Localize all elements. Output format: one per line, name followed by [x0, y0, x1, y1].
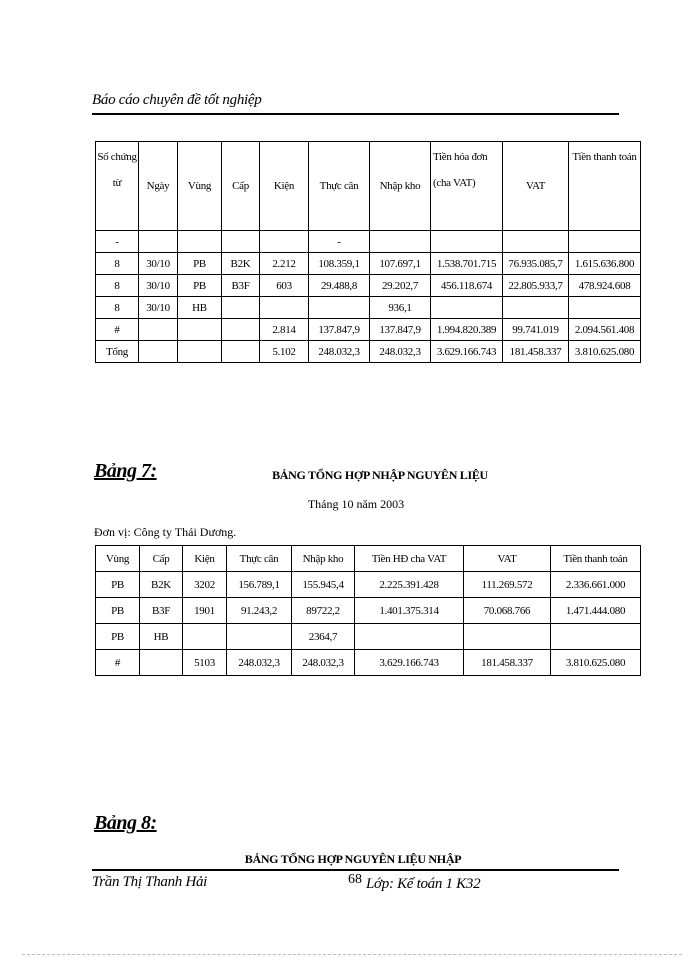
table-row [96, 275, 641, 297]
table-cell: 2.094.561.408 [569, 319, 641, 341]
table-cell [464, 624, 551, 650]
table-cell: # [96, 650, 140, 676]
table-cell: 1.471.444.080 [551, 598, 641, 624]
table-cell [139, 319, 178, 341]
table-cell: 111.269.572 [464, 572, 551, 598]
table-cell: PB [178, 253, 222, 275]
table-cell: 478.924.608 [569, 275, 641, 297]
table-cell: 456.118.674 [431, 275, 503, 297]
table-cell [309, 297, 370, 319]
table-cell: PB [178, 275, 222, 297]
table-cell: 1.994.820.389 [431, 319, 503, 341]
report-header: Báo cáo chuyên đề tốt nghiệp [92, 92, 262, 108]
header-cell: Tiền thanh toán [569, 142, 641, 231]
page-edge-dashes [22, 954, 682, 955]
table-cell: PB [96, 598, 140, 624]
table-cell: 137.847,9 [309, 319, 370, 341]
table-cell: HB [140, 624, 183, 650]
table-cell [569, 231, 641, 253]
table-cell: 181.458.337 [464, 650, 551, 676]
table-cell: 8 [96, 297, 139, 319]
header-cell: Tiền HĐ cha VAT [355, 546, 464, 572]
table-header-row [96, 142, 641, 231]
table-cell: 30/10 [139, 275, 178, 297]
table7-label: Bảng 7: [94, 460, 157, 482]
table-cell: 3.810.625.080 [569, 341, 641, 363]
header-cell: Thực cân [227, 546, 292, 572]
header-cell: Nhập kho [292, 546, 355, 572]
table-header-row [96, 546, 641, 572]
table-cell: 5.102 [260, 341, 309, 363]
table-cell [178, 319, 222, 341]
table-cell: 3.810.625.080 [551, 650, 641, 676]
table-row [96, 231, 641, 253]
table-cell [370, 231, 431, 253]
header-cell: VAT [464, 546, 551, 572]
table-cell: B3F [222, 275, 260, 297]
table-cell: 8 [96, 275, 139, 297]
table-cell: 155.945,4 [292, 572, 355, 598]
table-cell: 2.225.391.428 [355, 572, 464, 598]
table-cell: 248.032,3 [370, 341, 431, 363]
table-cell: 137.847,9 [370, 319, 431, 341]
table-cell: 99.741.019 [503, 319, 569, 341]
table-cell: 70.068.766 [464, 598, 551, 624]
header-cell: VAT [503, 142, 569, 231]
table7-subtitle: Tháng 10 năm 2003 [307, 497, 405, 511]
table-cell [260, 297, 309, 319]
footer-class: Lớp: Kế toán 1 K32 [366, 876, 481, 892]
table-cell [183, 624, 227, 650]
table-cell: - [96, 231, 139, 253]
table-cell: 107.697,1 [370, 253, 431, 275]
intake-summary-table [95, 545, 641, 676]
table-cell [355, 624, 464, 650]
table-cell [431, 297, 503, 319]
table-cell [227, 624, 292, 650]
header-cell: Ngày [139, 142, 178, 231]
table-cell [569, 297, 641, 319]
table-cell: 1.615.636.800 [569, 253, 641, 275]
table-row [96, 650, 641, 676]
table-cell: PB [96, 572, 140, 598]
table-cell: # [96, 319, 139, 341]
header-cell: Số chứng từ [96, 142, 139, 231]
table-cell [178, 231, 222, 253]
table-cell [431, 231, 503, 253]
table-cell: 3.629.166.743 [355, 650, 464, 676]
table-cell [222, 231, 260, 253]
table-row [96, 624, 641, 650]
table-cell: 3.629.166.743 [431, 341, 503, 363]
table-cell: Tổng [96, 341, 139, 363]
table-cell: 29.488,8 [309, 275, 370, 297]
delivery-table [95, 141, 641, 363]
table-cell [139, 341, 178, 363]
table-cell: PB [96, 624, 140, 650]
footer-author: Trần Thị Thanh Hải [92, 874, 208, 890]
header-rule [92, 113, 619, 115]
table-cell [178, 341, 222, 363]
table-cell [140, 650, 183, 676]
table8-title: BẢNG TỔNG HỢP NGUYÊN LIỆU NHẬP [244, 852, 462, 866]
table-cell: 89722,2 [292, 598, 355, 624]
table8-label: Bảng 8: [94, 812, 157, 834]
table-cell: 29.202,7 [370, 275, 431, 297]
table-cell [222, 297, 260, 319]
header-cell: Kiện [183, 546, 227, 572]
table-cell: 76.935.085,7 [503, 253, 569, 275]
header-cell: Vùng [96, 546, 140, 572]
table-cell: B2K [222, 253, 260, 275]
table-cell: 181.458.337 [503, 341, 569, 363]
table-row [96, 572, 641, 598]
page-number: 68 [348, 872, 362, 887]
header-cell: Cấp [222, 142, 260, 231]
table-cell: 1901 [183, 598, 227, 624]
table-cell: 248.032,3 [292, 650, 355, 676]
table-cell: B2K [140, 572, 183, 598]
table-cell: 1.538.701.715 [431, 253, 503, 275]
table-cell: B3F [140, 598, 183, 624]
table-row [96, 341, 641, 363]
table-cell: 3202 [183, 572, 227, 598]
table-cell: 156.789,1 [227, 572, 292, 598]
unit-label: Đơn vị: Công ty Thái Dương. [94, 525, 237, 539]
table-cell: 248.032,3 [309, 341, 370, 363]
footer-rule [92, 869, 619, 871]
table-cell: 108.359,1 [309, 253, 370, 275]
table-row [96, 319, 641, 341]
table-cell: 603 [260, 275, 309, 297]
header-cell: Kiện [260, 142, 309, 231]
table-cell: 22.805.933,7 [503, 275, 569, 297]
table-row [96, 253, 641, 275]
table-row [96, 598, 641, 624]
table-cell: 8 [96, 253, 139, 275]
table-cell: 2.212 [260, 253, 309, 275]
table-cell: 30/10 [139, 297, 178, 319]
table-cell [503, 297, 569, 319]
header-cell: Vùng [178, 142, 222, 231]
table-cell [503, 231, 569, 253]
table-cell [222, 319, 260, 341]
table-cell: 248.032,3 [227, 650, 292, 676]
header-cell: Thực cân [309, 142, 370, 231]
table-cell [551, 624, 641, 650]
table-cell: 936,1 [370, 297, 431, 319]
table-cell: 30/10 [139, 253, 178, 275]
table-cell: 2.814 [260, 319, 309, 341]
table-cell: 2364,7 [292, 624, 355, 650]
table-cell: HB [178, 297, 222, 319]
header-cell: Tiền thanh toán [551, 546, 641, 572]
header-cell: Nhập kho [370, 142, 431, 231]
table-cell: 1.401.375.314 [355, 598, 464, 624]
header-cell: Cấp [140, 546, 183, 572]
table-row [96, 297, 641, 319]
table-cell [139, 231, 178, 253]
table7-title: BẢNG TỔNG HỢP NHẬP NGUYÊN LIỆU [272, 468, 488, 482]
table-cell: - [309, 231, 370, 253]
table-cell: 91.243,2 [227, 598, 292, 624]
table-cell: 5103 [183, 650, 227, 676]
table-cell: 2.336.661.000 [551, 572, 641, 598]
table-cell [222, 341, 260, 363]
header-cell: Tiền hóa đơn (cha VAT) [431, 142, 503, 231]
table-cell [260, 231, 309, 253]
